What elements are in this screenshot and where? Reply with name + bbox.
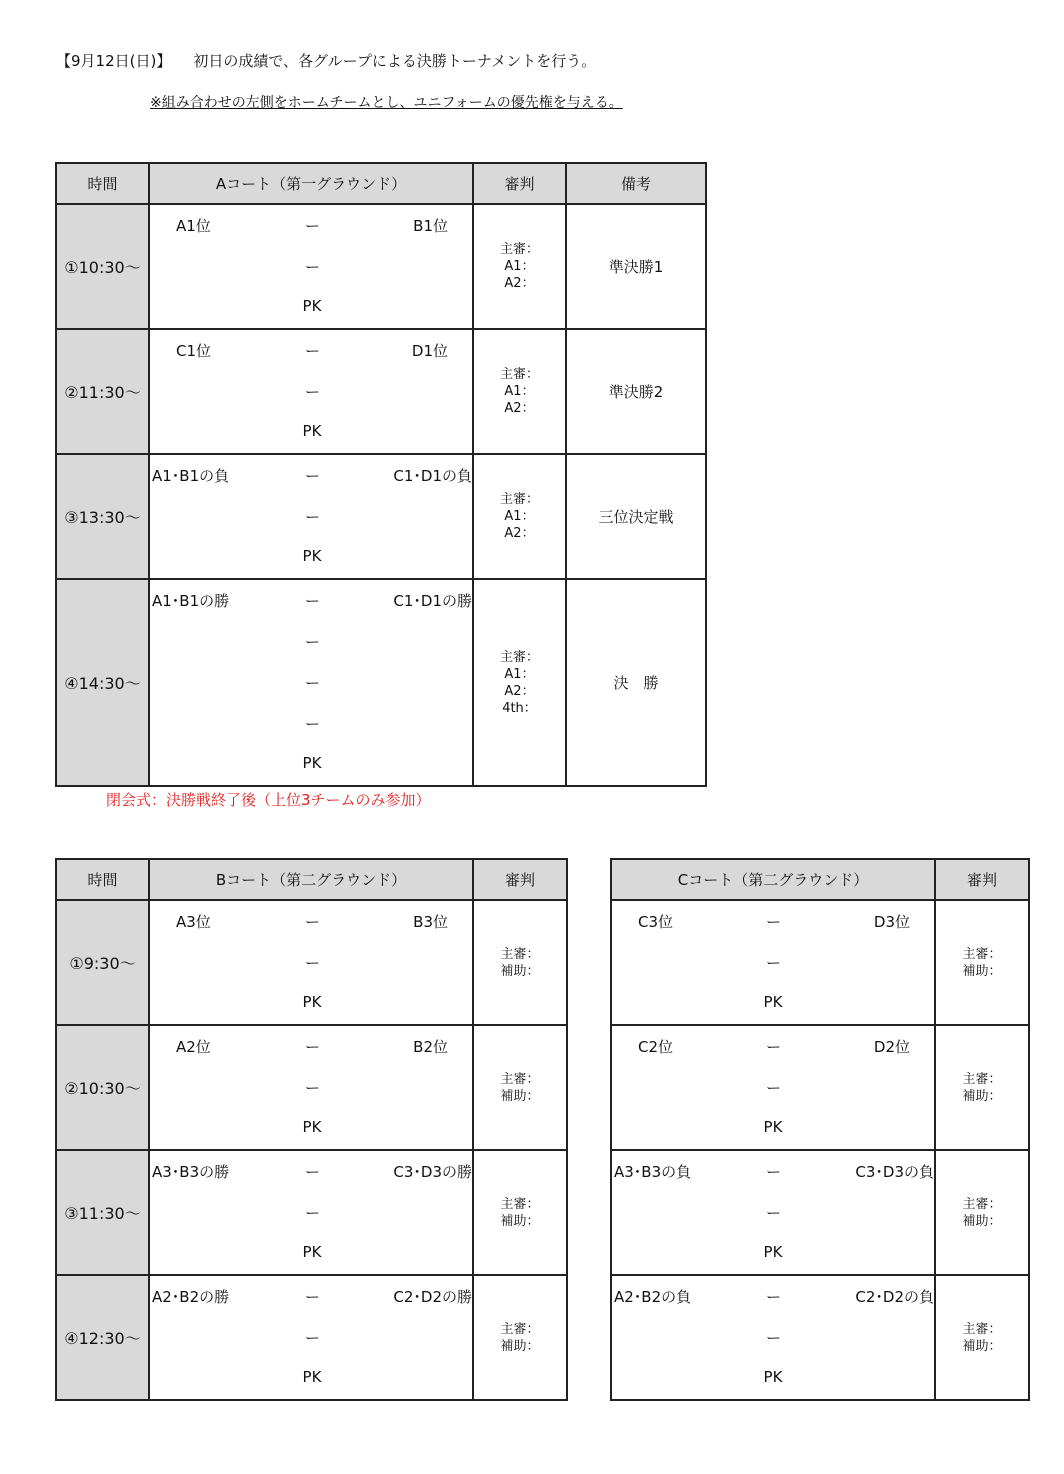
court-header: Cコート（第二グラウンド） bbox=[611, 859, 935, 900]
home-team: A2位 bbox=[176, 1038, 211, 1056]
table-row bbox=[56, 329, 706, 454]
match-time: ②11:30～ bbox=[56, 329, 149, 454]
pk-label: PK bbox=[763, 993, 783, 1011]
page-heading bbox=[56, 50, 596, 71]
away-team: D3位 bbox=[873, 913, 910, 931]
pk-label: PK bbox=[302, 547, 322, 565]
referee-a2: A2： bbox=[504, 276, 535, 291]
referee-a1: A1： bbox=[504, 666, 535, 682]
away-team: D1位 bbox=[411, 342, 448, 360]
match-cell bbox=[149, 454, 473, 579]
referee-cell bbox=[473, 579, 566, 786]
referee-cell bbox=[473, 1025, 567, 1150]
score-dash: ー bbox=[305, 633, 321, 651]
score-dash: ー bbox=[305, 383, 321, 401]
home-team: C1位 bbox=[176, 342, 212, 360]
match-cell bbox=[149, 579, 473, 786]
pk-label: PK bbox=[763, 1243, 783, 1261]
match-time: ②10:30～ bbox=[56, 1025, 149, 1150]
table-row bbox=[56, 900, 567, 1025]
referee-cell bbox=[473, 454, 566, 579]
match-time: ③11:30～ bbox=[56, 1150, 149, 1275]
referee-main: 主審： bbox=[499, 367, 539, 382]
table-row bbox=[611, 900, 1029, 1025]
score-dash: ー bbox=[305, 1163, 321, 1181]
pk-label: PK bbox=[302, 1243, 322, 1261]
referee-main: 主審： bbox=[499, 242, 539, 257]
match-cell bbox=[149, 1275, 473, 1400]
score-dash: ー bbox=[305, 1329, 321, 1347]
referee-a1: A1： bbox=[504, 384, 535, 399]
table-row bbox=[56, 579, 706, 786]
match-cell bbox=[149, 900, 473, 1025]
table-row bbox=[611, 1025, 1029, 1150]
remark-cell: 準決勝2 bbox=[566, 329, 706, 454]
match-cell bbox=[611, 900, 935, 1025]
referee-main: 主審： bbox=[962, 1071, 1002, 1087]
heading-text: 初日の成績で、各グループによる決勝トーナメントを行う。 bbox=[193, 52, 597, 70]
referee-cell bbox=[473, 1150, 567, 1275]
match-cell bbox=[149, 204, 473, 329]
away-team: C3･D3の負 bbox=[855, 1163, 934, 1181]
referee-main: 主審： bbox=[962, 1321, 1002, 1337]
home-team: A3･B3の負 bbox=[614, 1163, 692, 1181]
match-cell bbox=[611, 1275, 935, 1400]
remarks-header: 備考 bbox=[566, 163, 706, 204]
home-team: A2･B2の負 bbox=[614, 1288, 692, 1306]
match-cell bbox=[149, 1025, 473, 1150]
pk-label: PK bbox=[302, 297, 322, 315]
referee-a2: A2： bbox=[504, 401, 535, 416]
score-dash: ー bbox=[766, 954, 782, 972]
score-dash: ー bbox=[766, 1288, 782, 1306]
away-team: B3位 bbox=[413, 913, 448, 931]
away-team: D2位 bbox=[873, 1038, 910, 1056]
home-team: A2･B2の勝 bbox=[152, 1288, 230, 1306]
match-time: ④12:30～ bbox=[56, 1275, 149, 1400]
score-dash: ー bbox=[305, 508, 321, 526]
home-team: A1･B1の負 bbox=[152, 467, 230, 485]
score-dash: ー bbox=[766, 1163, 782, 1181]
referee-cell bbox=[473, 1275, 567, 1400]
match-cell bbox=[611, 1025, 935, 1150]
pk-label: PK bbox=[763, 1368, 783, 1386]
pk-label: PK bbox=[302, 754, 322, 772]
court-c-schedule-table bbox=[610, 858, 1030, 1401]
score-dash: ー bbox=[305, 1038, 321, 1056]
score-dash: ー bbox=[305, 258, 321, 276]
table-row bbox=[56, 1025, 567, 1150]
score-dash: ー bbox=[766, 1038, 782, 1056]
away-team: C1･D1の負 bbox=[393, 467, 472, 485]
referee-assist: 補助： bbox=[500, 1088, 540, 1104]
score-dash: ー bbox=[766, 1204, 782, 1222]
pk-label: PK bbox=[302, 422, 322, 440]
match-time: ①10:30～ bbox=[56, 204, 149, 329]
table-row bbox=[56, 454, 706, 579]
referee-cell bbox=[935, 1150, 1029, 1275]
score-dash: ー bbox=[305, 674, 321, 692]
score-dash: ー bbox=[305, 467, 321, 485]
remark-cell: 準決勝1 bbox=[566, 204, 706, 329]
away-team: C2･D2の勝 bbox=[393, 1288, 472, 1306]
score-dash: ー bbox=[305, 1288, 321, 1306]
pk-label: PK bbox=[763, 1118, 783, 1136]
home-team: C3位 bbox=[638, 913, 674, 931]
score-dash: ー bbox=[305, 1204, 321, 1222]
match-time: ①9:30～ bbox=[56, 900, 149, 1025]
referee-main: 主審： bbox=[500, 1321, 540, 1337]
referee-cell bbox=[935, 1025, 1029, 1150]
table-header-row bbox=[56, 859, 567, 900]
score-dash: ー bbox=[305, 217, 321, 235]
score-dash: ー bbox=[305, 913, 321, 931]
referee-assist: 補助： bbox=[962, 1338, 1002, 1354]
court-header: Aコート（第一グラウンド） bbox=[149, 163, 473, 204]
referee-header: 審判 bbox=[473, 163, 566, 204]
referee-main: 主審： bbox=[500, 946, 540, 962]
score-dash: ー bbox=[305, 954, 321, 972]
referee-main: 主審： bbox=[962, 946, 1002, 962]
referee-main: 主審： bbox=[499, 492, 539, 507]
pk-label: PK bbox=[302, 1368, 322, 1386]
referee-assist: 補助： bbox=[500, 1213, 540, 1229]
pk-label: PK bbox=[302, 993, 322, 1011]
table-row bbox=[56, 1150, 567, 1275]
referee-main: 主審： bbox=[500, 1196, 540, 1212]
referee-4th: 4th： bbox=[502, 700, 537, 716]
score-dash: ー bbox=[766, 913, 782, 931]
referee-cell bbox=[473, 329, 566, 454]
remark-cell: 決 勝 bbox=[566, 579, 706, 786]
court-b-schedule-table bbox=[55, 858, 568, 1401]
home-team: A1･B1の勝 bbox=[152, 592, 230, 610]
referee-assist: 補助： bbox=[500, 1338, 540, 1354]
match-cell bbox=[149, 1150, 473, 1275]
referee-a1: A1： bbox=[504, 509, 535, 524]
score-dash: ー bbox=[305, 592, 321, 610]
away-team: C2･D2の負 bbox=[855, 1288, 934, 1306]
home-team: A3･B3の勝 bbox=[152, 1163, 230, 1181]
time-header: 時間 bbox=[56, 163, 149, 204]
match-time: ③13:30～ bbox=[56, 454, 149, 579]
score-dash: ー bbox=[305, 342, 321, 360]
match-time: ④14:30～ bbox=[56, 579, 149, 786]
away-team: C3･D3の勝 bbox=[393, 1163, 472, 1181]
referee-main: 主審： bbox=[500, 1071, 540, 1087]
table-row bbox=[56, 1275, 567, 1400]
closing-ceremony-note: 閉会式：決勝戦終了後（上位3チームのみ参加） bbox=[106, 791, 431, 809]
score-dash: ー bbox=[766, 1329, 782, 1347]
referee-cell bbox=[473, 204, 566, 329]
court-header: Bコート（第二グラウンド） bbox=[149, 859, 473, 900]
uniform-note: ※組み合わせの左側をホームチームとし、ユニフォームの優先権を与える。 bbox=[150, 95, 623, 111]
match-cell bbox=[149, 329, 473, 454]
court-a-schedule-table bbox=[55, 162, 707, 787]
table-row bbox=[611, 1275, 1029, 1400]
home-team: C2位 bbox=[638, 1038, 674, 1056]
table-header-row bbox=[56, 163, 706, 204]
away-team: B2位 bbox=[413, 1038, 448, 1056]
pk-label: PK bbox=[302, 1118, 322, 1136]
table-row bbox=[56, 204, 706, 329]
referee-cell bbox=[473, 900, 567, 1025]
referee-cell bbox=[935, 1275, 1029, 1400]
match-cell bbox=[611, 1150, 935, 1275]
home-team: A1位 bbox=[176, 217, 211, 235]
score-dash: ー bbox=[305, 715, 321, 733]
referee-assist: 補助： bbox=[962, 1088, 1002, 1104]
referee-a2: A2： bbox=[504, 683, 535, 699]
referee-cell bbox=[935, 900, 1029, 1025]
referee-main: 主審： bbox=[499, 649, 539, 665]
referee-a1: A1： bbox=[504, 259, 535, 274]
referee-a2: A2： bbox=[504, 526, 535, 541]
remark-cell: 三位決定戦 bbox=[566, 454, 706, 579]
referee-main: 主審： bbox=[962, 1196, 1002, 1212]
referee-header: 審判 bbox=[935, 859, 1029, 900]
time-header: 時間 bbox=[56, 859, 149, 900]
away-team: C1･D1の勝 bbox=[393, 592, 472, 610]
referee-assist: 補助： bbox=[962, 1213, 1002, 1229]
home-team: A3位 bbox=[176, 913, 211, 931]
referee-assist: 補助： bbox=[500, 963, 540, 979]
heading-date: 【9月12日(日)】 bbox=[56, 52, 172, 70]
away-team: B1位 bbox=[413, 217, 448, 235]
score-dash: ー bbox=[305, 1079, 321, 1097]
score-dash: ー bbox=[766, 1079, 782, 1097]
table-header-row bbox=[611, 859, 1029, 900]
table-row bbox=[611, 1150, 1029, 1275]
referee-assist: 補助： bbox=[962, 963, 1002, 979]
referee-header: 審判 bbox=[473, 859, 567, 900]
